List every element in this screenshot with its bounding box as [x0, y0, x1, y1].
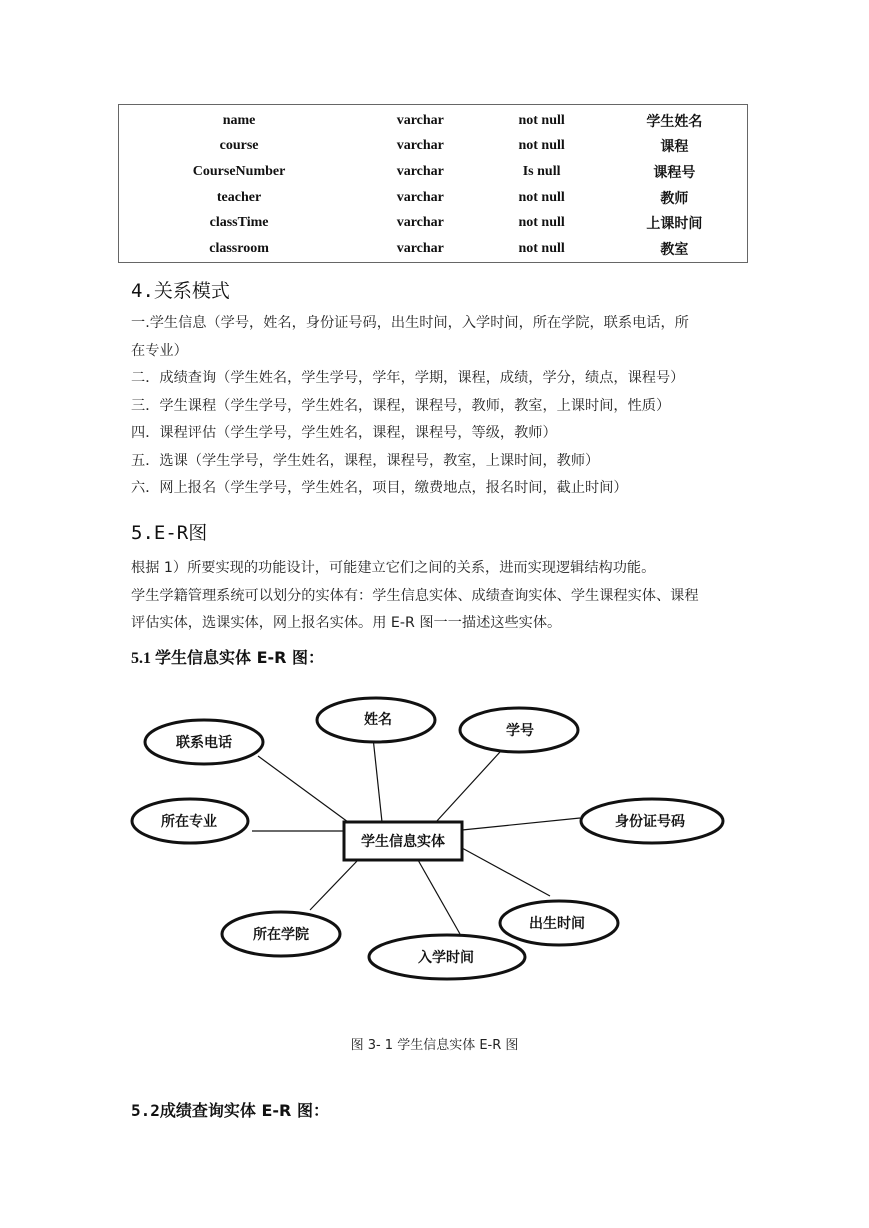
paragraph-line: 学生学籍管理系统可以划分的实体有：学生信息实体、成绩查询实体、学生课程实体、课程: [131, 587, 699, 604]
attribute-label: 学号: [506, 723, 534, 739]
attribute-label: 所在学院: [253, 927, 309, 943]
relation-line: 二．成绩查询（学生姓名，学生学号，学年，学期，课程，成绩，学分，绩点，课程号）: [131, 370, 685, 386]
relation-line: 在专业）: [131, 342, 188, 359]
relation-line: 六．网上报名（学生学号，学生姓名，项目，缴费地点，报名时间，截止时间）: [131, 480, 628, 496]
field-null-cell: not null: [518, 240, 565, 256]
attribute-label: 联系电话: [176, 735, 232, 751]
section-5-2-heading: [131, 1098, 329, 1121]
connector-line: [310, 860, 358, 910]
field-table-grid: [119, 108, 747, 262]
attribute-label: 入学时间: [418, 950, 474, 966]
field-null-cell: not null: [518, 215, 565, 231]
field-name-cell: classroom: [209, 240, 269, 256]
section-5-1-number: 5.1: [131, 650, 151, 667]
field-desc-cell: 教室: [660, 241, 689, 258]
field-type-cell: varchar: [396, 138, 444, 154]
field-null-cell: not null: [518, 138, 565, 154]
field-table: [118, 104, 748, 263]
er-diagram-svg: [120, 680, 740, 1000]
field-desc-cell: 上课时间: [646, 216, 703, 233]
relation-line: 四．课程评估（学生学号，学生姓名，课程，课程号，等级，教师）: [131, 425, 557, 441]
section-4-title: 关系模式: [153, 280, 230, 302]
table-row: [119, 134, 747, 160]
section-4-body: [131, 310, 743, 503]
section-5-body: [131, 555, 743, 638]
field-type-cell: varchar: [396, 112, 444, 128]
figure-caption: 图 3- 1 学生信息实体 E-R 图: [350, 1038, 519, 1053]
connector-line: [436, 752, 500, 822]
field-null-cell: Is null: [522, 163, 561, 179]
connector-line: [462, 818, 580, 830]
table-row: [119, 185, 747, 211]
table-row: [119, 159, 747, 185]
section-5-heading: [131, 518, 207, 545]
field-type-cell: varchar: [396, 163, 444, 179]
field-desc-cell: 学生姓名: [646, 113, 703, 130]
table-row: [119, 236, 747, 262]
field-desc-cell: 课程号: [653, 164, 696, 181]
section-5-1-title: 学生信息实体 E-R 图：: [155, 648, 325, 667]
connector-line: [258, 756, 348, 822]
relation-line: 一.学生信息（学号，姓名，身份证号码，出生时间，入学时间，所在学院，联系电话，所: [131, 315, 689, 331]
relation-line: 三．学生课程（学生学号，学生姓名，课程，课程号，教师，教室，上课时间，性质）: [131, 397, 671, 414]
table-row: [119, 108, 747, 134]
section-5-title: 图: [188, 522, 208, 544]
relation-line: 五．选课（学生学号，学生姓名，课程，课程号，教室，上课时间，教师）: [131, 452, 600, 469]
er-diagram: [120, 680, 740, 1000]
field-name-cell: CourseNumber: [192, 163, 286, 179]
field-desc-cell: 教师: [660, 190, 689, 207]
attribute-label: 所在专业: [161, 814, 217, 830]
section-5-2-number: 5.2: [131, 1101, 160, 1120]
field-name-cell: classTime: [209, 215, 269, 231]
connector-line: [462, 848, 550, 896]
field-type-cell: varchar: [396, 189, 444, 205]
paragraph-line: 根据 1）所要实现的功能设计，可能建立它们之间的关系，进而实现逻辑结构功能。: [131, 560, 656, 576]
field-type-cell: varchar: [396, 215, 444, 231]
attribute-label: 身份证号码: [615, 814, 685, 830]
field-name-cell: name: [222, 112, 256, 128]
field-desc-cell: 课程: [660, 139, 689, 156]
section-4-number: 4.: [131, 280, 154, 302]
section-5-1-heading: [131, 645, 324, 668]
field-name-cell: course: [219, 138, 259, 154]
connector-line: [418, 860, 460, 934]
entity-label: 学生信息实体: [361, 834, 445, 850]
attribute-label: 姓名: [364, 712, 392, 728]
field-type-cell: varchar: [396, 240, 444, 256]
section-5-number: 5.E-R: [131, 522, 189, 544]
paragraph-line: 评估实体，选课实体，网上报名实体。用 E-R 图一一描述这些实体。: [131, 615, 562, 631]
field-null-cell: not null: [518, 112, 565, 128]
field-name-cell: teacher: [216, 189, 262, 205]
attribute-label: 出生时间: [529, 916, 585, 932]
section-5-2-title: 成绩查询实体 E-R 图：: [159, 1101, 329, 1120]
section-4-heading: [131, 276, 230, 303]
field-null-cell: not null: [518, 189, 565, 205]
table-row: [119, 210, 747, 236]
